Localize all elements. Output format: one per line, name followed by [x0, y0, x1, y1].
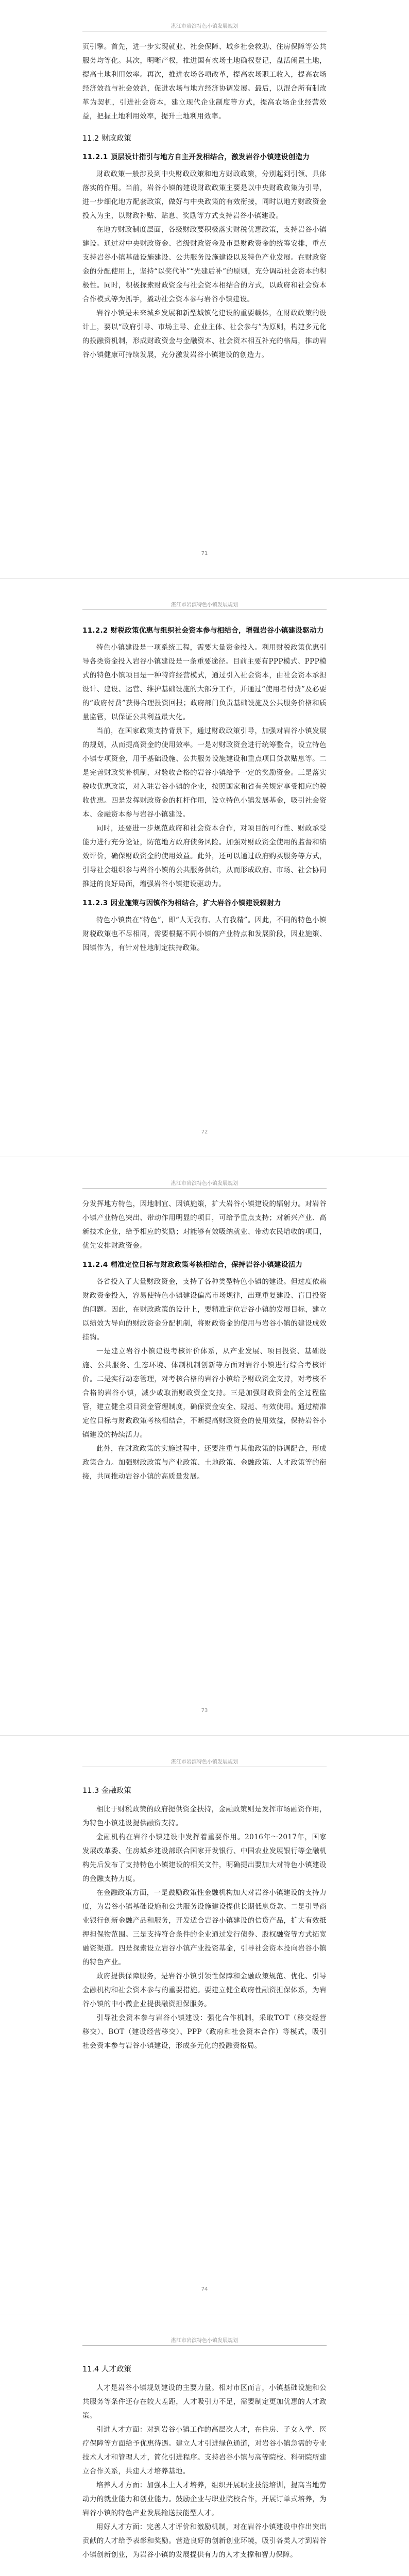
running-header: 湛江市岩滨特色小镇发展规划 — [171, 1759, 238, 1765]
page-number: 72 — [201, 1129, 208, 1135]
body-paragraph: 当前，在国家政策支持背景下，通过财政政策引导，加强对岩谷小镇发展的规划，从而提高资金的使用效率。一是对财政资金进行统筹整合，设立特色小镇专项资金，用于基础设施、公共服务设施建设和重点项目贷款贴息等。二是完善财政奖补机制，对验收合格的岩谷小镇给予一定的奖励资金。三是落实税收优惠政策，对入驻岩谷小镇的企业，按照国家和省有关规定享受相应的税收优惠。四是发挥财政资金的杠杆作用，设立特色小镇发展基金，吸引社会资本、金融资本参与岩谷小镇建设。 — [82, 727, 327, 819]
body-paragraph: 分发挥地方特色，因地制宜、因镇施策，扩大岩谷小镇建设的辐射力。对岩谷小镇产业特色突出、带动作用明显的项目，可给予重点支持；对新兴产业、高新技术企业，给予相应的奖励；对能够有效吸纳就业、带动农民增收的项目，优先安排财政资金。 — [82, 1200, 327, 1250]
body-paragraph: 各省投入了大量财政资金，支持了各种类型特色小镇的建设。但过度依赖财政资金投入，容易使特色小镇建设偏离市场规律，出现重复建设、盲目投资的问题。因此，在财政政策的设计上，要精准定位岩谷小镇的发展目标，建立以绩效为导向的财政资金分配机制，将财政资金的使用与岩谷小镇的建设成效挂钩。 — [82, 1278, 327, 1342]
page-body — [82, 1197, 327, 1484]
body-paragraph: 政府提供保障服务，是岩谷小镇引领性保障和金融政策规范、优化、引导金融机构和社会资本参与的重要措施。要建立健全政府性融资担保体系，为岩谷小镇的中小微企业提供融资担保服务。 — [82, 1972, 327, 2008]
page-number: 74 — [201, 2286, 208, 2292]
header-rule — [82, 2345, 327, 2346]
body-paragraph: 引进人才方面：对到岩谷小镇工作的高层次人才，在住房、子女入学、医疗保障等方面给予优惠待遇。建立人才引进绿色通道，对岩谷小镇急需的专业技术人才和管理人才，简化引进程序。支持岩谷小镇与高等院校、科研院所建立合作关系，共建人才培养基地。 — [82, 2426, 327, 2476]
body-paragraph: 培养人才方面：加强本土人才培养，组织开展职业技能培训，提高当地劳动力的就业能力和创业能力。鼓励企业与职业院校合作，开展订单式培养，为岩谷小镇的特色产业发展输送技能型人才。 — [82, 2481, 327, 2517]
subsection-heading: 11.2.3 因业施策与因镇作为相结合，扩大岩谷小镇建设辐射力 — [82, 899, 281, 907]
document-page — [0, 2314, 409, 2576]
body-paragraph: 人才是岩谷小镇规划建设的主要力量。相对市区而言，小镇基础设施和公共服务等条件还存在较大差距，人才吸引力不足，需要制定更加优惠的人才政策。 — [82, 2384, 327, 2420]
body-paragraph: 此外，在财政政策的实施过程中，还要注重与其他政策的协调配合，形成政策合力。加强财政政策与产业政策、土地政策、金融政策、人才政策等的衔接，共同推动岩谷小镇的高质量发展。 — [82, 1445, 327, 1481]
section-heading: 11.3 金融政策 — [82, 1787, 131, 1795]
page-number: 73 — [201, 1708, 208, 1714]
section-heading: 11.2 财政政策 — [82, 134, 131, 143]
body-paragraph: 页引擎。首先，进一步实现就业、社会保障、城乡社会救助、住房保障等公共服务均等化。其次，明晰产权，推进国有农场土地确权登记，盘活闲置土地，提高土地利用效率。再次，推进农场各项改革，提高农场职工收入，提高农场经济效益与社会效益，促进农场与地方经济协调发展。最后，以混合所有制改革为契机，引进社会资本，建立现代企业制度等方式，提高农场企业经营效益，把握土地利用效率，提升土地利用效率。 — [82, 43, 327, 121]
body-paragraph: 岩谷小镇是未来城乡发展和新型城镇化建设的重要载体，在财政政策的设计上，要以“政府引导、市场主导、企业主体、社会参与”为原则，构建多元化的投融资机制，形成财政资金与金融资本、社会资本相互补充的格局，推动岩谷小镇健康可持续发展，充分激发岩谷小镇建设的创造力。 — [82, 309, 327, 359]
document-page — [0, 1157, 409, 1736]
section-heading: 11.4 人才政策 — [82, 2365, 131, 2374]
page-body — [82, 2354, 327, 2562]
subsection-heading: 11.2.4 精准定位目标与财政政策考核相结合，保持岩谷小镇建设活力 — [82, 1261, 303, 1269]
body-paragraph: 财政政策一般涉及到中央财政政策和地方财政政策，分别起到引领、具体落实的作用。当前，岩谷小镇的建设财政政策主要是以中央财政政策为引导，进一步细化地方配套政策，做好与中央政策的有效衔接，同时以地方财政资金投入为主，以财政补贴、贴息、奖励等方式支持岩谷小镇建设。 — [82, 170, 327, 220]
page-body — [82, 40, 327, 362]
subsection-heading: 11.2.2 财税政策优惠与组织社会资本参与相结合，增强岩谷小镇建设驱动力 — [82, 626, 324, 635]
body-paragraph: 同时，还要进一步规范政府和社会资本合作，对项目的可行性、财政承受能力进行充分论证，防范地方政府债务风险。加强对财政资金使用的监督和绩效评价，确保财政资金的使用效益。此外，还可以通过政府购买服务等方式，引导社会组织参与岩谷小镇的公共服务供给，从而形成政府、市场、社会协同推进的良好局面，增强岩谷小镇建设驱动力。 — [82, 824, 327, 888]
page-number: 71 — [201, 551, 208, 556]
body-paragraph: 金融机构在岩谷小镇建设中发挥着重要作用。2016年～2017年，国家发展改革委、住房城乡建设部联合国家开发银行、中国农业发展银行等金融机构先后发布了支持特色小镇建设的相关文件，明确提出要加大对特色小镇建设的金融支持力度。 — [82, 1833, 327, 1883]
body-paragraph: 相比于财税政策的政府提供资金扶持，金融政策则是发挥市场融资作用，为特色小镇建设提供融资支持。 — [82, 1805, 327, 1827]
body-paragraph: 一是建立岩谷小镇建设考核评价体系，从产业发展、项目投资、基础设施、公共服务、生态环境、体制机制创新等方面对岩谷小镇进行综合考核评价。二是实行动态管理，对考核合格的岩谷小镇给予财政资金支持，对考核不合格的岩谷小镇，减少或取消财政资金支持。三是加强财政资金的全过程监管，建立健全项目资金管理制度，确保资金安全、规范、有效使用。通过精准定位目标与财政政策考核相结合，不断提高财政资金的使用效益，保持岩谷小镇建设的持续活力。 — [82, 1347, 327, 1439]
body-paragraph: 特色小镇建设是一项系统工程，需要大量资金投入。利用财税政策优惠引导各类资金投入岩谷小镇建设是一条重要途径。目前主要有PPP模式、PPP模式的特色小镇项目是一种特许经营模式，通过引入社会资本，由社会资本承担设计、建设、运营、维护基础设施的大部分工作，并通过“使用者付费”及必要的“政府付费”获得合理投资回报；政府部门负责基础设施及公共服务价格和质量监管，以保证公共利益最大化。 — [82, 643, 327, 721]
running-header: 湛江市岩滨特色小镇发展规划 — [171, 2338, 238, 2344]
body-paragraph: 特色小镇贵在“特色”，即“人无我有、人有我精”。因此，不同的特色小镇财税政策也不尽相同，需要根据不同小镇的产业特点和发展阶段，因业施策、因镇作为，有针对性地制定扶持政策。 — [82, 916, 327, 952]
page-body — [82, 1776, 327, 2053]
document-page — [0, 0, 409, 579]
body-paragraph: 引导社会资本参与岩谷小镇建设：强化合作机制，采取TOT（移交经营移交）、BOT（建设经营移交）、PPP（政府和社会资本合作）等模式，吸引社会资本参与岩谷小镇建设，形成多元化的投融资格局。 — [82, 2014, 327, 2050]
body-paragraph: 在地方财政制度层面，各级财政要积极落实财税优惠政策，支持岩谷小镇建设。通过对中央财政资金、省级财政资金及市县财政资金的统筹安排，重点支持岩谷小镇基础设施建设、公共服务设施建设以及特色产业发展。在财政资金的分配使用上，坚持“以奖代补”“先建后补”的原则，充分调动社会资本的积极性。同时，积极探索财政资金与社会资本相结合的方式，以政府和社会资本合作模式等为抓手，撬动社会资本参与岩谷小镇建设。 — [82, 226, 327, 303]
document-page — [0, 1736, 409, 2314]
header-rule — [82, 1188, 327, 1189]
subsection-heading: 11.2.1 顶层设计指引与地方自主开发相结合，激发岩谷小镇建设创造力 — [82, 153, 310, 161]
header-rule — [82, 609, 327, 610]
page-body — [82, 619, 327, 955]
body-paragraph: 用好人才方面：完善人才评价和激励机制，对在岩谷小镇建设中作出突出贡献的人才给予表彰和奖励。营造良好的创新创业环境，吸引各类人才到岩谷小镇创新创业，为岩谷小镇的发展提供有力的人才支撑和智力保障。 — [82, 2523, 327, 2559]
running-header: 湛江市岩滨特色小镇发展规划 — [171, 602, 238, 608]
body-paragraph: 在金融政策方面，一是鼓励政策性金融机构加大对岩谷小镇建设的支持力度，为岩谷小镇基础设施和公共服务设施建设提供长期低息贷款。二是引导商业银行创新金融产品和服务，开发适合岩谷小镇建设的信贷产品，扩大有效抵押担保物范围。三是支持符合条件的企业通过发行债券、股权融资等方式拓宽融资渠道。四是探索设立岩谷小镇产业投资基金，引导社会资本投向岩谷小镇的特色产业。 — [82, 1889, 327, 1967]
document-page — [0, 579, 409, 1157]
running-header: 湛江市岩滨特色小镇发展规划 — [171, 1181, 238, 1187]
running-header: 湛江市岩滨特色小镇发展规划 — [171, 24, 238, 29]
